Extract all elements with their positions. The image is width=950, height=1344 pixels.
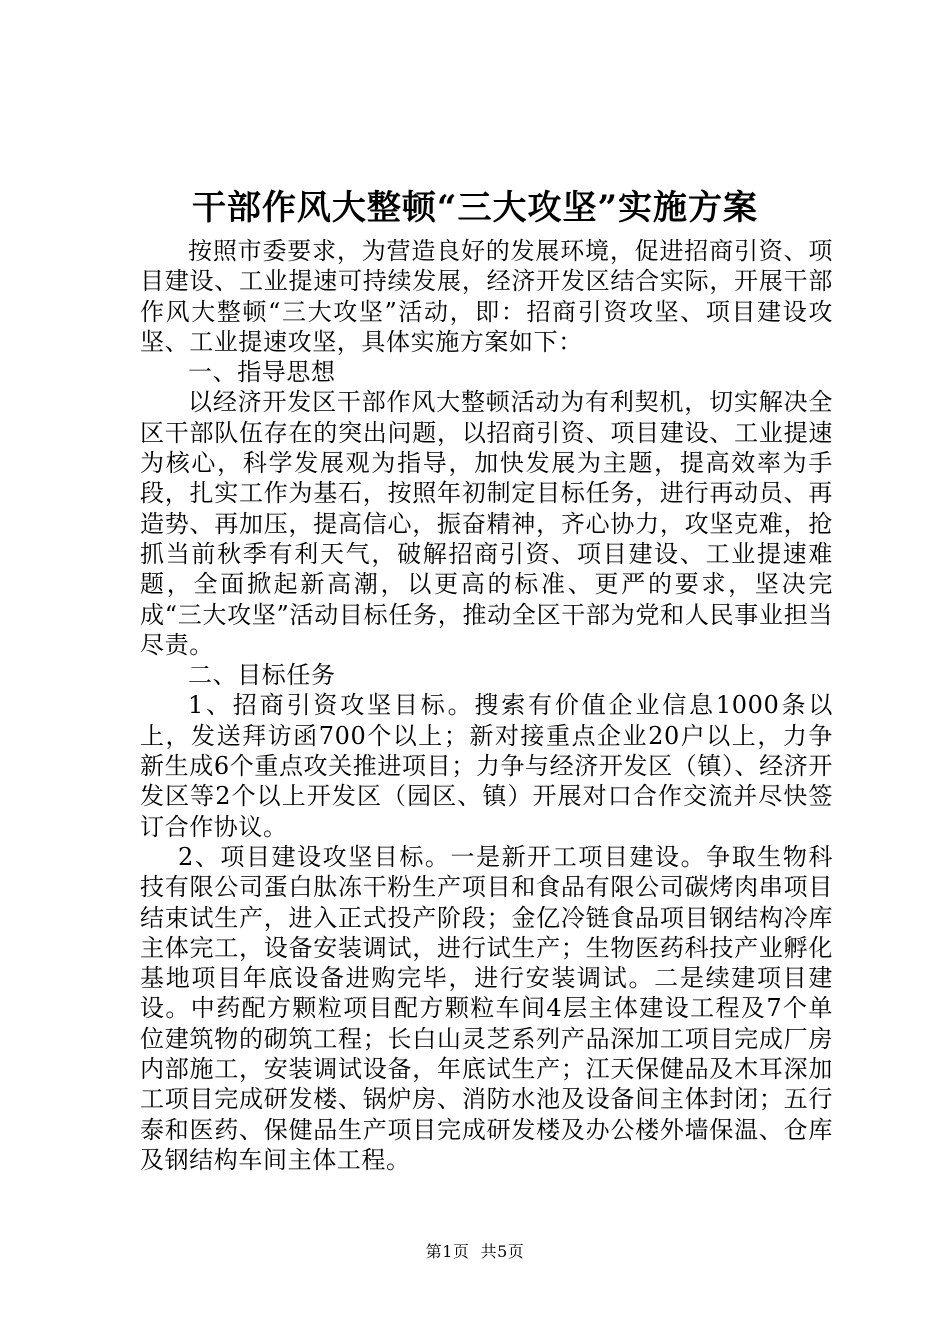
intro-paragraph: 按照市委要求，为营造良好的发展环境，促进招商引资、项目建设、工业提速可持续发展，经济开发区结合实际，开展干部作风大整顿“三大攻坚”活动，即：招商引资攻坚、项目建设攻坚、工业提速攻坚，具体实施方案如下： bbox=[140, 237, 833, 356]
guiding-ideology-paragraph: 以经济开发区干部作风大整顿活动为有利契机，切实解决全区干部队伍存在的突出问题，以招商引资、项目建设、工业提速为核心，科学发展观为指导，加快发展为主题，提高效率为手段，扎实工作为基石，按照年初制定目标任务，进行再动员、再造势、再加压，提高信心，振奋精神，齐心协力，攻坚克难，抢抓当前秋季有利天气，破解招商引资、项目建设、工业提速难题，全面掀起新高潮，以更高的标准、更严的要求，坚决完成“三大攻坚”活动目标任务，推动全区干部为党和人民事业担当尽责。 bbox=[140, 388, 833, 659]
document-title: 干部作风大整顿“三大攻坚”实施方案 bbox=[191, 188, 759, 228]
project-target-paragraph: 2、项目建设攻坚目标。一是新开工项目建设。争取生物科技有限公司蛋白肽冻干粉生产项目和食品有限公司碳烤肉串项目结束试生产，进入正式投产阶段；金亿冷链食品项目钢结构冷库主体完工，设备安装调试，进行试生产；生物医药科技产业孵化基地项目年底设备进购完毕，进行安装调试。二是续建项目建设。中药配方颗粒项目配方颗粒车间4层主体建设工程及7个单位建筑物的砌筑工程；长白山灵芝系列产品深加工项目完成厂房内部施工，安装调试设备，年底试生产；江天保健品及木耳深加工项目完成研发楼、锅炉房、消防水池及设备间主体封闭；五行泰和医药、保健品生产项目完成研发楼及办公楼外墙保温、仓库及钢结构车间主体工程。 bbox=[140, 842, 833, 1174]
page-total: 共5页 bbox=[480, 1242, 525, 1261]
section-heading-targets: 二、目标任务 bbox=[188, 661, 336, 690]
page-footer bbox=[0, 1242, 950, 1262]
page-number: 第1页 bbox=[425, 1242, 470, 1261]
document-body bbox=[140, 236, 833, 1175]
section-heading-guiding-ideology: 一、指导思想 bbox=[188, 358, 336, 387]
investment-target-paragraph: 1、招商引资攻坚目标。搜索有价值企业信息1000条以上，发送拜访函700个以上；新对接重点企业20户以上，力争新生成6个重点攻关推进项目；力争与经济开发区（镇）、经济开发区等2个以上开发区（园区、镇）开展对口合作交流并尽快签订合作协议。 bbox=[140, 691, 833, 841]
